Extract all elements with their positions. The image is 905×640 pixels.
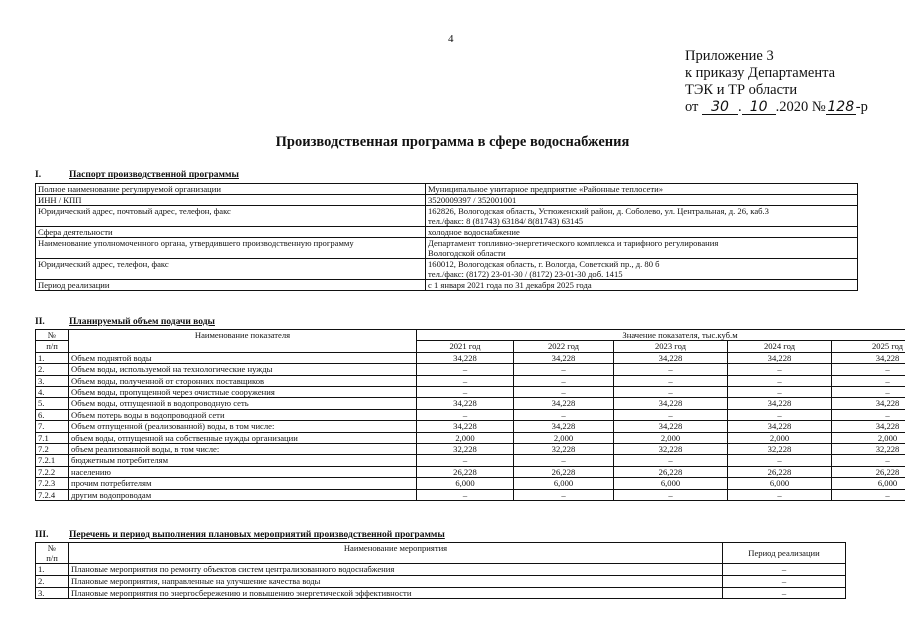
row-number: 2.: [36, 364, 69, 375]
passport-value-line-1: 162826, Вологодская область, Устюженский район, д. Соболево, ул. Центральная, д. 26, каб.3: [428, 206, 769, 216]
row-value: –: [728, 375, 832, 386]
row-name: объем воды, отпущенной на собственные нужды организации: [69, 432, 417, 443]
appendix-date-line: от 30 . 10 .2020 № 128 -р: [685, 99, 868, 115]
row-value: 6,000: [514, 478, 614, 489]
row-value: 32,228: [728, 444, 832, 455]
row-value: 26,228: [417, 466, 514, 477]
measure-name: Плановые мероприятия по ремонту объектов систем централизованного водоснабжения: [69, 564, 723, 576]
measures-row: [36, 564, 846, 576]
row-value: –: [417, 489, 514, 500]
volume-row: [36, 455, 905, 466]
passport-value-line-2: тел./факс: (8172) 23-01-30 / (8172) 23-01-30 доб. 1415: [428, 269, 623, 279]
measures-table: [35, 542, 846, 599]
passport-value-line-1: с 1 января 2021 года по 31 декабря 2025 года: [428, 280, 592, 290]
row-value: –: [728, 387, 832, 398]
date-prefix: от: [685, 99, 699, 115]
volume-row: [36, 398, 905, 409]
passport-value: [426, 238, 858, 259]
passport-value-line-1: Муниципальное унитарное предприятие «Районные теплосети»: [428, 184, 664, 194]
volume-row: [36, 466, 905, 477]
row-value: 34,228: [514, 421, 614, 432]
measure-period: –: [723, 587, 846, 599]
measures-col-num-1: №: [47, 543, 57, 553]
row-name: бюджетным потребителям: [69, 455, 417, 466]
passport-label: Юридический адрес, телефон, факс: [36, 259, 426, 280]
volume-table: [35, 329, 905, 501]
row-value: –: [417, 455, 514, 466]
row-value: –: [417, 387, 514, 398]
row-value: –: [728, 364, 832, 375]
row-value: 26,228: [614, 466, 728, 477]
row-value: –: [514, 409, 614, 420]
measure-number: 3.: [36, 587, 69, 599]
row-value: 34,228: [514, 352, 614, 363]
passport-row: [36, 227, 858, 238]
row-value: 2,000: [514, 432, 614, 443]
passport-row: [36, 184, 858, 195]
row-value: 34,228: [832, 352, 905, 363]
measure-period: –: [723, 564, 846, 576]
passport-row: [36, 206, 858, 227]
measure-number: 2.: [36, 575, 69, 587]
volume-row: [36, 352, 905, 363]
row-name: Объем поднятой воды: [69, 352, 417, 363]
row-value: –: [728, 489, 832, 500]
row-number: 7.1: [36, 432, 69, 443]
passport-table: [35, 183, 858, 291]
row-number: 7.2.1: [36, 455, 69, 466]
row-value: –: [832, 375, 905, 386]
passport-value-line-2: Вологодской области: [428, 248, 506, 258]
row-number: 6.: [36, 409, 69, 420]
section-3-heading: [35, 530, 445, 540]
section-1-number: I.: [35, 170, 42, 180]
date-day: 30: [702, 100, 738, 115]
order-number: 128: [827, 99, 855, 115]
measures-header-row: [36, 543, 846, 564]
col-name-header: Наименование показателя: [69, 330, 417, 353]
volume-row: [36, 375, 905, 386]
row-value: –: [614, 455, 728, 466]
passport-value-line-2: тел./факс: 8 (81743) 63184/ 8(81743) 63145: [428, 216, 584, 226]
measure-number: 1.: [36, 564, 69, 576]
row-number: 4.: [36, 387, 69, 398]
row-number: 7.2.4: [36, 489, 69, 500]
measure-name: Плановые мероприятия по энергосбережению и повышению энергетической эффективности: [69, 587, 723, 599]
section-2-number: II.: [35, 317, 45, 327]
passport-value: [426, 259, 858, 280]
row-name: другим водопроводам: [69, 489, 417, 500]
row-value: 34,228: [614, 352, 728, 363]
row-value: 6,000: [832, 478, 905, 489]
section-3-number: III.: [35, 530, 49, 540]
measures-col-name: Наименование мероприятия: [69, 543, 723, 564]
passport-label: Период реализации: [36, 280, 426, 291]
row-number: 7.2: [36, 444, 69, 455]
measures-row: [36, 587, 846, 599]
appendix-line-3: ТЭК и ТР области: [685, 82, 798, 98]
measures-col-num: [36, 543, 69, 564]
year-header: 2025 год: [832, 341, 905, 352]
row-value: 34,228: [614, 421, 728, 432]
passport-value: [426, 227, 858, 238]
date-month: 10: [742, 100, 776, 115]
section-1-title: Паспорт производственной программы: [69, 170, 239, 180]
row-name: прочим потребителям: [69, 478, 417, 489]
row-value: –: [832, 387, 905, 398]
appendix-line-2: к приказу Департамента: [685, 65, 836, 81]
row-value: 32,228: [417, 444, 514, 455]
row-number: 7.2.2: [36, 466, 69, 477]
passport-label: Полное наименование регулируемой организации: [36, 184, 426, 195]
passport-row: [36, 280, 858, 291]
measures-row: [36, 575, 846, 587]
passport-row: [36, 259, 858, 280]
measures-col-period: Период реализации: [723, 543, 846, 564]
passport-label: Наименование уполномоченного органа, утвердившего производственную программу: [36, 238, 426, 259]
section-2-title: Планируемый объем подачи воды: [69, 317, 215, 327]
date-year: .2020 №: [775, 99, 826, 115]
volume-row: [36, 421, 905, 432]
volume-row: [36, 489, 905, 500]
measure-name: Плановые мероприятия, направленные на улучшение качества воды: [69, 575, 723, 587]
section-1-heading: [35, 170, 239, 180]
row-value: 34,228: [417, 352, 514, 363]
row-value: 34,228: [832, 421, 905, 432]
row-value: 34,228: [614, 398, 728, 409]
passport-row: [36, 238, 858, 259]
row-value: –: [514, 364, 614, 375]
row-number: 3.: [36, 375, 69, 386]
row-number: 7.2.3: [36, 478, 69, 489]
row-name: Объем воды, полученной от сторонних поставщиков: [69, 375, 417, 386]
year-header: 2022 год: [514, 341, 614, 352]
row-number: 1.: [36, 352, 69, 363]
row-name: населению: [69, 466, 417, 477]
row-value: 26,228: [832, 466, 905, 477]
volume-row: [36, 409, 905, 420]
row-value: –: [832, 489, 905, 500]
order-suffix: -р: [855, 99, 868, 115]
passport-value: [426, 184, 858, 195]
row-value: 34,228: [514, 398, 614, 409]
row-value: 6,000: [417, 478, 514, 489]
volume-row: [36, 387, 905, 398]
passport-value-line-1: 3520009397 / 352001001: [428, 195, 517, 205]
row-value: –: [514, 375, 614, 386]
row-name: Объем потерь воды в водопроводной сети: [69, 409, 417, 420]
year-header: 2021 год: [417, 341, 514, 352]
row-value: 34,228: [832, 398, 905, 409]
row-value: 26,228: [728, 466, 832, 477]
row-value: 6,000: [614, 478, 728, 489]
row-value: 2,000: [614, 432, 728, 443]
row-value: –: [417, 364, 514, 375]
row-name: объем реализованной воды, в том числе:: [69, 444, 417, 455]
row-value: –: [614, 409, 728, 420]
passport-value-line-1: Департамент топливно-энергетического комплекса и тарифного регулирования: [428, 238, 719, 248]
row-value: 34,228: [417, 398, 514, 409]
passport-value: [426, 280, 858, 291]
row-value: 2,000: [728, 432, 832, 443]
row-value: –: [514, 455, 614, 466]
row-value: –: [728, 409, 832, 420]
volume-row: [36, 432, 905, 443]
col-value-header: Значение показателя, тыс.куб.м: [417, 330, 905, 341]
col-num-header-2: п/п: [36, 341, 69, 352]
measures-col-num-2: п/п: [46, 553, 58, 563]
passport-row: [36, 195, 858, 206]
passport-value: [426, 195, 858, 206]
row-value: –: [417, 375, 514, 386]
passport-label: ИНН / КПП: [36, 195, 426, 206]
row-value: –: [832, 409, 905, 420]
row-value: 34,228: [728, 398, 832, 409]
passport-value-line-1: 160012, Вологодская область, г. Вологда, Советский пр., д. 80 б: [428, 259, 660, 269]
year-header: 2023 год: [614, 341, 728, 352]
volume-header-row-1: [36, 330, 905, 341]
row-number: 7.: [36, 421, 69, 432]
row-value: –: [514, 489, 614, 500]
row-value: –: [614, 387, 728, 398]
row-value: 6,000: [728, 478, 832, 489]
passport-value-line-1: холодное водоснабжение: [428, 227, 520, 237]
row-value: –: [832, 455, 905, 466]
row-value: –: [514, 387, 614, 398]
row-value: 32,228: [514, 444, 614, 455]
row-value: 26,228: [514, 466, 614, 477]
row-value: 32,228: [614, 444, 728, 455]
appendix-line-1: Приложение 3: [685, 48, 774, 64]
row-value: 34,228: [417, 421, 514, 432]
volume-row: [36, 444, 905, 455]
passport-value: [426, 206, 858, 227]
row-name: Объем воды, отпущенной в водопроводную сеть: [69, 398, 417, 409]
document-title: Производственная программа в сфере водоснабжения: [275, 134, 630, 150]
row-value: 34,228: [728, 352, 832, 363]
row-name: Объем воды, пропущенной через очистные сооружения: [69, 387, 417, 398]
volume-row: [36, 364, 905, 375]
row-value: –: [728, 455, 832, 466]
row-value: –: [614, 375, 728, 386]
row-value: –: [417, 409, 514, 420]
page-number: 4: [448, 33, 454, 45]
measure-period: –: [723, 575, 846, 587]
row-name: Объем воды, используемой на технологические нужды: [69, 364, 417, 375]
row-name: Объем отпущенной (реализованной) воды, в том числе:: [69, 421, 417, 432]
col-num-header: №: [36, 330, 69, 341]
year-header: 2024 год: [728, 341, 832, 352]
row-value: –: [614, 364, 728, 375]
row-value: 2,000: [417, 432, 514, 443]
row-value: 32,228: [832, 444, 905, 455]
passport-label: Сфера деятельности: [36, 227, 426, 238]
row-number: 5.: [36, 398, 69, 409]
row-value: 34,228: [728, 421, 832, 432]
passport-label: Юридический адрес, почтовый адрес, телефон, факс: [36, 206, 426, 227]
section-3-title: Перечень и период выполнения плановых мероприятий производственной программы: [69, 530, 445, 540]
section-2-heading: [35, 317, 215, 327]
row-value: –: [614, 489, 728, 500]
row-value: –: [832, 364, 905, 375]
appendix-header: [685, 48, 868, 116]
volume-row: [36, 478, 905, 489]
row-value: 2,000: [832, 432, 905, 443]
